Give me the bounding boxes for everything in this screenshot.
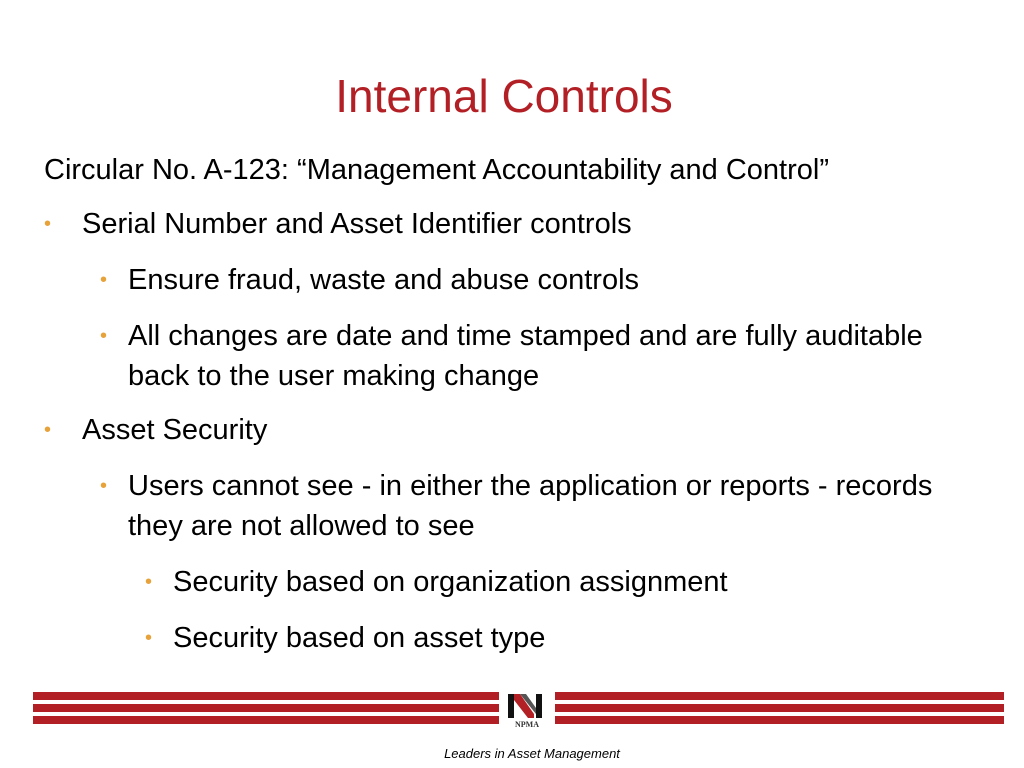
bullet-dot-icon: •	[44, 419, 52, 441]
bullet-item	[44, 260, 984, 300]
bullet-text: Ensure fraud, waste and abuse controls	[128, 264, 640, 296]
bullet-text: Asset Security	[82, 414, 268, 446]
stripe-left	[33, 716, 499, 724]
bullet-dot-icon: •	[44, 213, 52, 235]
bullet-dot-icon: •	[100, 269, 108, 291]
bullet-dot-icon: •	[145, 571, 153, 593]
stripe-right	[555, 716, 1004, 724]
bullet-text: Users cannot see - in either the application or reports - records they are not allowed to see	[128, 470, 933, 542]
bullet-text: Security based on organization assignment	[173, 566, 728, 598]
bullet-item	[44, 316, 984, 396]
bullet-item	[44, 618, 984, 658]
footer-tagline: Leaders in Asset Management	[444, 746, 620, 761]
stripe-left	[33, 704, 499, 712]
npma-logo-icon	[504, 692, 550, 722]
bullet-item	[44, 562, 984, 602]
bullet-item	[44, 410, 984, 450]
npma-logo-label: NPMA	[515, 720, 539, 729]
bullet-dot-icon: •	[100, 325, 108, 347]
stripe-right	[555, 692, 1004, 700]
bullet-item	[44, 466, 984, 546]
bullet-text: Serial Number and Asset Identifier controls	[82, 208, 632, 240]
bullet-text: All changes are date and time stamped and are fully auditable back to the user making change	[128, 320, 923, 392]
npma-logo	[504, 692, 550, 732]
bullet-dot-icon: •	[145, 627, 153, 649]
slide-title: Internal Controls	[335, 70, 673, 122]
slide-subtitle: Circular No. A-123: “Management Accountability and Control”	[44, 154, 829, 186]
footer-stripes	[0, 692, 1024, 732]
bullet-dot-icon: •	[100, 475, 108, 497]
bullet-text: Security based on asset type	[173, 622, 546, 654]
slide-content	[44, 150, 984, 658]
stripe-right	[555, 704, 1004, 712]
stripe-left	[33, 692, 499, 700]
bullet-item	[44, 204, 984, 244]
